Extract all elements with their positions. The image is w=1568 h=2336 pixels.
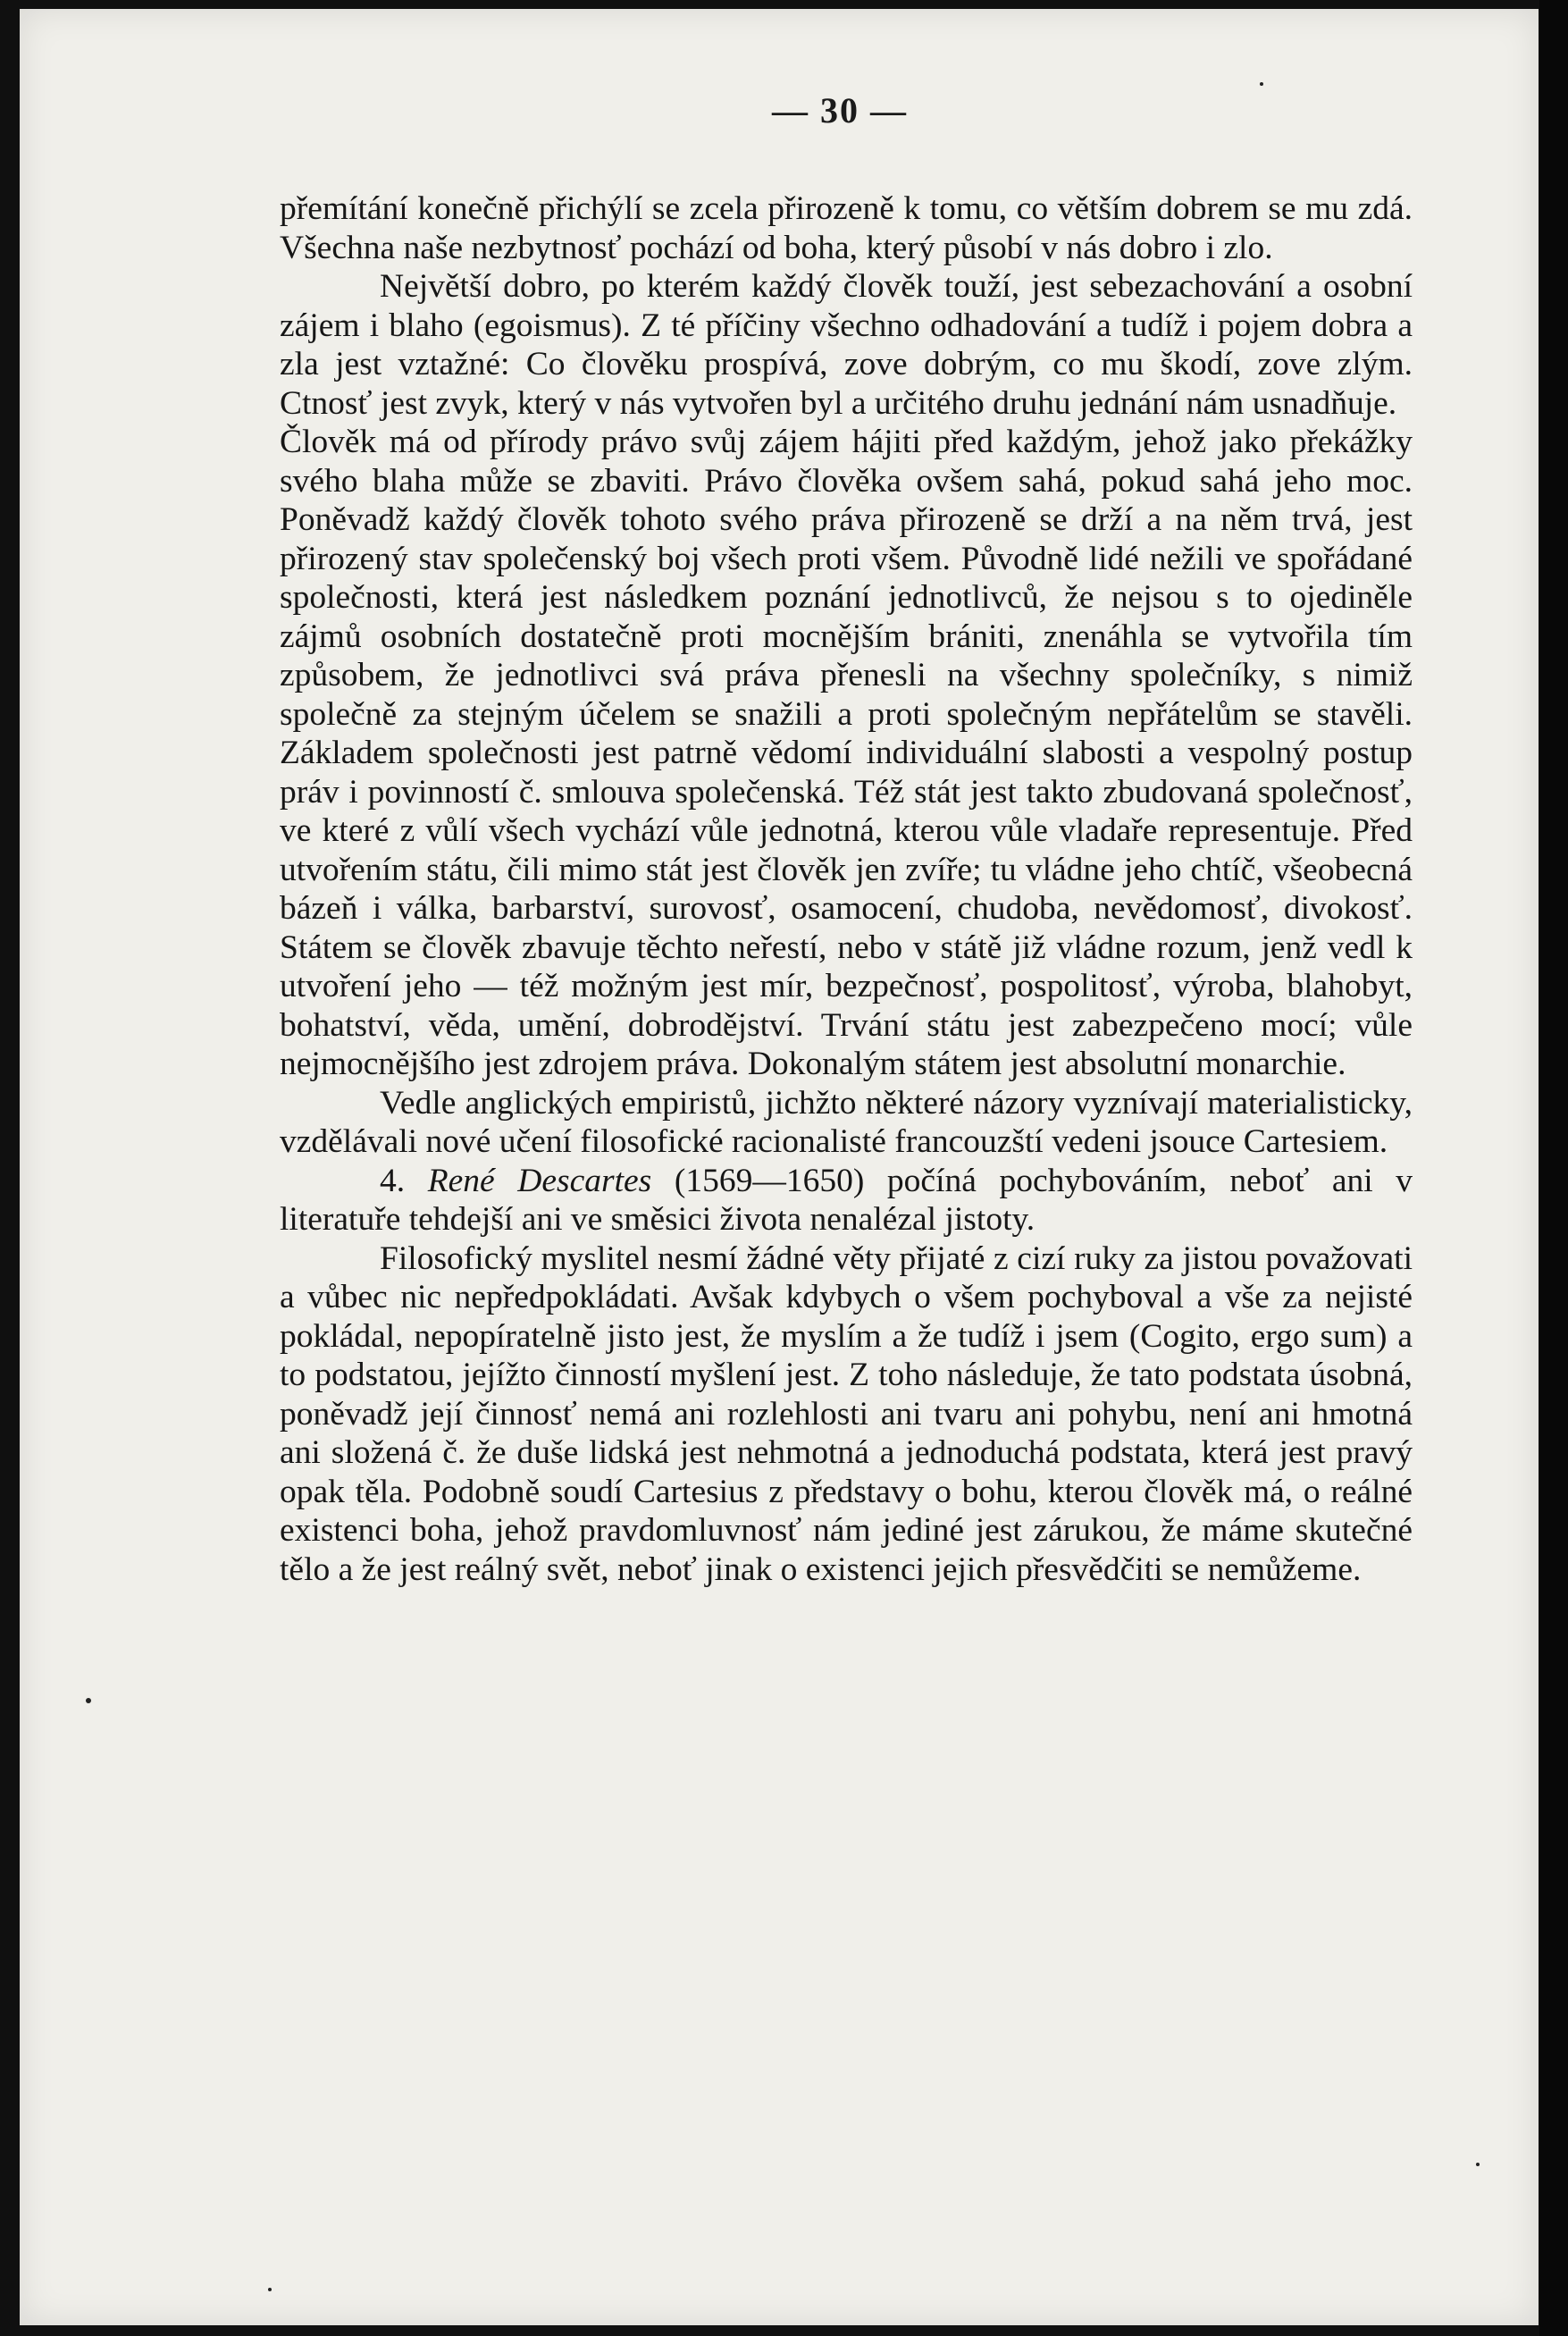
- scan-edge: [1539, 0, 1568, 2336]
- scan-speck: [268, 2288, 272, 2291]
- paragraph-section-4: [280, 1162, 1413, 1239]
- paragraph: Člověk má od přírody právo svůj zájem hájiti před každým, jehož jako překážky svého blaha může se zbaviti. Právo člověka ovšem sahá, pokud sahá jeho moc. Poněvadž každý člověk tohoto svého práva přirozeně se drží a na něm trvá, jest přirozený stav společenský boj všech proti všem. Původně lidé nežili ve spořádané společnosti, která jest následkem poznání jednotlivců, že nejsou s to ojediněle zájmů osobních dostatečně proti mocnějším brániti, znenáhla se vytvořila tím způsobem, že jednotlivci svá práva přenesli na všechny společníky, s nimiž společně za stejným účelem se snažili a proti společným nepřátelům se stavěli. Základem společnosti jest patrně vědomí individuální slabosti a vespolný postup práv i povinností č. smlouva společenská. Též stát jest takto zbudovaná společnosť, ve které z vůlí všech vychází vůle jednotná, kterou vůle vladaře representuje. Před utvořením státu, čili mimo stát jest člověk jen zvíře; tu vládne jeho chtíč, všeobecná bázeň i válka, barbarství, surovosť, osamocení, chudoba, nevědomosť, divokosť. Státem se člověk zbavuje těchto neřestí, nebo v státě již vládne rozum, jenž vedl k utvoření jeho — též možným jest mír, bezpečnosť, pospolitosť, výroba, blahobyt, bohatství, věda, umění, dobrodějství. Trvání státu jest zabezpečeno mocí; vůle nejmocnějšího jest zdrojem práva. Dokonalým státem jest absolutní monarchie.: [280, 424, 1413, 1082]
- scan-speck: [1476, 2163, 1480, 2166]
- philosopher-name: René Descartes: [427, 1162, 652, 1199]
- paragraph-text: (1569—1650) počíná pochybováním, neboť ani v literatuře tehdejší ani ve směsici života nenalézal jistoty.: [280, 1162, 1413, 1238]
- scan-speck: [86, 1698, 91, 1703]
- page-body: [280, 189, 1413, 1589]
- page-number: — 30 —: [772, 90, 908, 130]
- paragraph: přemítání konečně přichýlí se zcela přirozeně k tomu, co větším dobrem se mu zdá. Všechna naše nezbytnosť pochází od boha, který působí v nás dobro i zlo.: [280, 190, 1413, 266]
- scan-speck: [1260, 82, 1263, 86]
- paragraph: Filosofický myslitel nesmí žádné věty přijaté z cizí ruky za jistou považovati a vůbec nic nepředpokládati. Avšak kdybych o všem pochyboval a vše za nejisté pokládal, nepopíratelně jisto jest, že myslím a že tudíž i jsem (Cogito, ergo sum) a to podstatou, jejížto činností myšlení jest. Z toho následuje, že tato podstata úsobná, poněvadž její činnosť nemá ani rozlehlosti ani tvaru ani pohybu, není ani hmotná ani složená č. že duše lidská jest nehmotná a jednoduchá podstata, která jest pravý opak těla. Podobně soudí Cartesius z představy o bohu, kterou člověk má, o reálné existenci boha, jehož pravdomluvnosť nám jediné jest zárukou, že máme skutečné tělo a že jest reálný svět, neboť jinak o existenci jejich přesvědčiti se nemůžeme.: [280, 1239, 1413, 1588]
- paragraph: Největší dobro, po kterém každý člověk touží, jest sebezachování a osobní zájem i blaho (egoismus). Z té příčiny všechno odhadování a tudíž i pojem dobra a zla jest vztažné: Co člověku prospívá, zove dobrým, co mu škodí, zove zlým. Ctnosť jest zvyk, který v nás vytvořen byl a určitého druhu jednání nám usnadňuje.: [280, 268, 1413, 422]
- paragraph: Vedle anglických empiristů, jichžto některé názory vyznívají materialisticky, vzdělávali nové učení filosofické racionalisté francouzští vedeni jsouce Cartesiem.: [280, 1084, 1413, 1160]
- section-number: 4.: [380, 1162, 406, 1199]
